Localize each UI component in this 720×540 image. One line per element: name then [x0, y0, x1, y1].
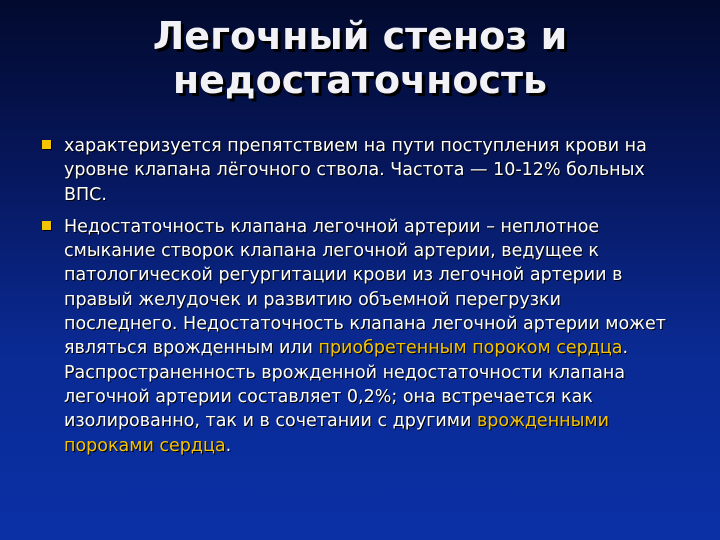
bullet-item-insufficiency [42, 215, 680, 458]
bullet-text: . Распространенность врожденной недостаточности клапана легочной артерии составляет 0,2%; она встречается как изолированно, так и в сочетании с другими [64, 338, 629, 432]
bullet-text: . [225, 435, 232, 456]
bullet-text: характеризуется препятствием на пути поступления крови на уровне клапана лёгочного ствола. Частота — 10-12% больных ВПС. [64, 136, 647, 205]
bullet-item-stenosis [42, 134, 680, 207]
square-bullet-icon [42, 140, 51, 149]
bullet-text: Недостаточность клапана легочной артерии – неплотное смыкание створок клапана легочной артерии, ведущее к патологической регургитации крови из легочной артерии в правый желудочек и развитию объемной перегрузки последнего. Недостаточность клапана легочной артерии может являться врожденным или [64, 216, 666, 359]
slide-title [20, 14, 700, 102]
congenital-heart-defects-link[interactable]: врожденными пороками сердца [64, 411, 609, 456]
square-bullet-icon [42, 221, 51, 230]
slide-title-line-1: Легочный стеноз и [152, 14, 568, 58]
bullet-list [42, 134, 680, 466]
slide-title-line-2: недостаточность [172, 58, 548, 102]
acquired-heart-defect-link[interactable]: приобретенным пороком сердца [318, 338, 623, 359]
